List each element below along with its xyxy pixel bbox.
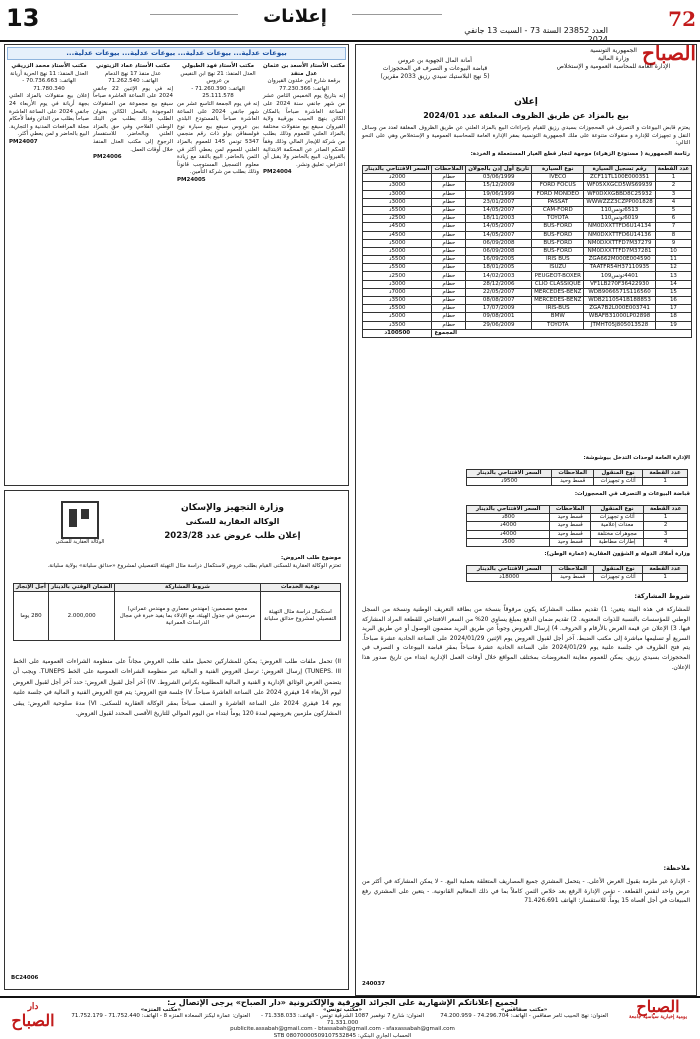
- gov-line: الإدارة العامة للمحاسبة العمومية و الإستخلاص: [536, 63, 691, 71]
- table-row: [363, 198, 692, 206]
- table-cell: 3000د: [363, 280, 432, 288]
- footer-contact: [70, 1000, 615, 1039]
- column-header: الملاحظات: [552, 470, 593, 478]
- table-cell: TOYOTA: [532, 321, 584, 329]
- table-cell: ZGA662M000E004590: [584, 256, 655, 264]
- table-cell: 5500د: [363, 256, 432, 264]
- table-cell: 15/12/2009: [466, 182, 532, 190]
- tender-ad: [4, 490, 349, 990]
- logo-bar: [81, 509, 89, 519]
- table-cell: 28/12/2006: [466, 280, 532, 288]
- table-cell: 1: [643, 478, 688, 486]
- table-cell: 800د: [467, 514, 550, 522]
- table-row: [467, 574, 688, 582]
- table-cell: IRIS BUS: [532, 256, 584, 264]
- notary-name: مكتب الأستاذ محمد الزريقي: [9, 63, 89, 71]
- table-cell: 7000د: [363, 288, 432, 296]
- table-cell: 14/02/2003: [466, 272, 532, 280]
- notary-phone: الهاتف: 71.260.390 - 25.111.578: [177, 86, 259, 101]
- table-cell: CLIO CLASSIQUE: [532, 280, 584, 288]
- ministry-name: وزارة التجهيز والإسكان: [125, 503, 340, 513]
- notary-address: العدل المنفذ: 21 نهج ابن النفيس بن عروس: [177, 71, 259, 86]
- footer-logo-left: [2, 1000, 64, 1028]
- notes-title: ملاحظة:: [362, 865, 690, 873]
- table-cell: IRIS-BUS: [532, 305, 584, 313]
- table-cell: 6513تونس110: [584, 206, 655, 214]
- header-rule-right: [352, 14, 442, 15]
- table-cell: 5500د: [363, 305, 432, 313]
- table-cell: 14: [655, 280, 691, 288]
- table-cell: حطام: [432, 280, 466, 288]
- table-cell: مجوهرات مختلفة: [590, 530, 643, 538]
- table-cell: 4000د: [467, 522, 550, 530]
- table-cell: 5000د: [363, 247, 432, 255]
- table-cell: 29/06/2009: [466, 321, 532, 329]
- table-cell: 11: [655, 256, 691, 264]
- notary-name: مكتب الأستاذ فهد الطبولي: [177, 63, 259, 71]
- table-cell: 6: [655, 215, 691, 223]
- table-row: [363, 280, 692, 288]
- footer-logo-sub: دار: [2, 1000, 64, 1014]
- table-cell: 13: [655, 272, 691, 280]
- table-cell: 2: [655, 182, 691, 190]
- table-cell: 12: [655, 264, 691, 272]
- table-cell: 3: [644, 530, 688, 538]
- table-cell: حطام: [432, 198, 466, 206]
- table-cell: حطام: [432, 174, 466, 182]
- table-cell: استكمال دراسة مثال التهيئة التفصيلي لمشروع حدائق سليانة: [260, 592, 340, 641]
- table-cell: حطام: [432, 247, 466, 255]
- table-row: [363, 190, 692, 198]
- table-cell: BMW: [532, 313, 584, 321]
- table-cell: 8: [655, 231, 691, 239]
- notice-ref: PM24007: [9, 139, 89, 145]
- table-cell: 2000د: [363, 174, 432, 182]
- table-cell: مجمع مصممين: (مهندس معماري و مهندس عمراني) مرسمين في جدول الهيئة، مع الإدلاء بما يفيد خبرة في مجال الدراسات العمرانية: [115, 592, 260, 641]
- table-row: [363, 305, 692, 313]
- table-row: [363, 264, 692, 272]
- table-cell: ISUZU: [532, 264, 584, 272]
- table-cell: 19/06/1999: [466, 190, 532, 198]
- table-cell: معدات إعلامية: [590, 522, 643, 530]
- gov-line: أمانة المال الجهوية بن عروس: [360, 57, 510, 65]
- footer-emails: publicite.assabah@gmail.com - btassabah@gmail.com - sfaxassabah@gmail.com: [70, 1026, 615, 1033]
- table-cell: 18000د: [467, 574, 552, 582]
- table-cell: MERCEDES-BENZ: [532, 288, 584, 296]
- table-cell: 14/05/2007: [466, 206, 532, 214]
- table-cell: BUS-FORD: [532, 247, 584, 255]
- newspaper-logo: [610, 2, 696, 36]
- table-cell: 3000د: [363, 182, 432, 190]
- column-header: الملاحظات: [432, 166, 466, 174]
- table-cell: 3500د: [363, 321, 432, 329]
- conditions-title: شروط المشاركة:: [362, 593, 690, 601]
- footer-logo-name: الصباح: [2, 1014, 64, 1028]
- table-cell: WDB9066571S116560: [584, 288, 655, 296]
- table-cell: 3: [655, 190, 691, 198]
- footer-bank-account: الحساب الجاري البنكي: 08070000509107532845 STB: [70, 1033, 615, 1039]
- column-header: الملاحظات: [550, 506, 591, 514]
- footer-logo-sub: يومية إخبارية سياسية جامعة: [618, 1014, 698, 1020]
- table-cell: BUS-FORD: [532, 239, 584, 247]
- table-cell: 9500د: [467, 478, 552, 486]
- office-tunis: [253, 1007, 433, 1027]
- units-table: [466, 469, 688, 486]
- notice-text: إنه بتاريخ يوم الخميس الثامن عشر من شهر جانفي سنة 2024 على الساعة العاشرة صباحاً بالمكان الكائن بنهج الحبيب بورقيبة ولاية القيروان سيقع بيع منقولات مختلفة بالمزاد العلني للعموم وذلك بطلب من شركة للإيجار المالي وذلك وفقاً للحكم الصادر عن المحكمة الابتدائية بالقيروان. البيع بالحاضر ولا يقبل أي اعتراض. تعليق ونشر.: [263, 93, 345, 169]
- judicial-notice-1: [263, 63, 345, 175]
- column-header: عدد القطعة: [655, 166, 691, 174]
- column-header: الملاحظات: [552, 566, 593, 574]
- notice-ref: PM24005: [177, 177, 259, 183]
- state-domains-table: [466, 565, 688, 582]
- table-cell: 5500د: [363, 264, 432, 272]
- column-header: رقم تسجيل السيارة: [584, 166, 655, 174]
- table-cell: 17/07/2009: [466, 305, 532, 313]
- notary-phone: الهاتف: 77.230.366: [263, 86, 345, 94]
- table-row: [363, 288, 692, 296]
- notary-address: عدل منفذ 17 نهج الدمام: [93, 71, 173, 79]
- table-cell: أثاث و تجهيزات: [590, 514, 643, 522]
- gov-header-right: [536, 47, 691, 71]
- table-cell: قسط وحيد: [550, 530, 591, 538]
- tender-object: تعتزم الوكالة العقارية للسكنى القيام بطلب عروض لاستكمال دراسة مثال التهيئة التفصيلي لمشروع «حدائق سليانة» بولاية سليانة.: [13, 563, 341, 571]
- table-cell: 2.000,000: [48, 592, 114, 641]
- gov-line: الجمهورية التونسية: [536, 47, 691, 55]
- office-address: العنوان: عمارة ليكنز السعادة المنزه 8 - الهاتف: 71.752.440 - 71.752.179: [71, 1013, 251, 1020]
- table-cell: 7: [655, 223, 691, 231]
- gov-line: وزارة المالية: [536, 55, 691, 63]
- section-title: إعلانات: [240, 6, 350, 27]
- table-row: [363, 231, 692, 239]
- agency-logo-text: الوكالة العقارية للسكنى: [35, 539, 125, 547]
- table-cell: WF0DXXGBBD8C25932: [584, 190, 655, 198]
- table-cell: حطام: [432, 321, 466, 329]
- table-cell: 18/01/2005: [466, 264, 532, 272]
- table-row: [467, 478, 688, 486]
- footer-logo-right: [618, 1000, 698, 1028]
- table-cell: حطام: [432, 272, 466, 280]
- table-cell: PASSAT: [532, 198, 584, 206]
- table-cell: WBAFB31000LP02898: [584, 313, 655, 321]
- table-cell: IVECO: [532, 174, 584, 182]
- table-cell: FORD FOCUS: [532, 182, 584, 190]
- table-cell: 4500د: [363, 223, 432, 231]
- judicial-notice-4: [9, 63, 89, 145]
- total-label: المجموع: [432, 329, 692, 337]
- table-cell: WF05XXGCD5WS69939: [584, 182, 655, 190]
- table-cell: قسط وحيد: [552, 478, 593, 486]
- table-cell: BUS-FORD: [532, 231, 584, 239]
- ad-reference: 240037: [362, 981, 385, 987]
- ad-intro: يعتزم قابض البيوعات و التصرف في المحجوزات بسيدي رزيق للقيام بإجراءات البيع بالمزاد العلني عن طريق الظروف المغلقة لعدد من وسائل النقل و تجهيزات للإدارة و منقولات متنوعة على ملك الجمهورية التونسية بمقر الإدارة العامة للمحاسبة العمومية و الإستخلاص وهي على النحو التالي:: [362, 125, 690, 148]
- table-row: [363, 313, 692, 321]
- table-cell: حطام: [432, 206, 466, 214]
- gov-line: (5 نهج البلاستيك سيدي رزيق 2033 مقرين): [360, 73, 510, 81]
- table-cell: 23/01/2007: [466, 198, 532, 206]
- column-header: نوع المنقول: [590, 506, 643, 514]
- table-cell: 5000د: [363, 239, 432, 247]
- column-header: تاريخ أول إذن بالجولان: [466, 166, 532, 174]
- logo-bar: [69, 509, 77, 527]
- table-cell: 14/05/2007: [466, 223, 532, 231]
- table-cell: 2500د: [363, 215, 432, 223]
- column-header: السعر الافتتاحي بالدينار: [467, 470, 552, 478]
- table-cell: ZGA7B2L000E003741: [584, 305, 655, 313]
- table-cell: حطام: [432, 239, 466, 247]
- notary-phone: الهاتف: 70.736.663 - 71.780.340: [9, 78, 89, 93]
- table-cell: WDB2110541B188853: [584, 297, 655, 305]
- table-cell: MERCEDES-BENZ: [532, 297, 584, 305]
- column-header: عدد القطعة: [644, 506, 688, 514]
- table-cell: 4500د: [363, 231, 432, 239]
- office-name: «مكتب صفاقس»: [434, 1007, 614, 1014]
- table-cell: BUS-FORD: [532, 223, 584, 231]
- table-cell: 9: [655, 239, 691, 247]
- table-cell: ZCF11TL100E000351: [584, 174, 655, 182]
- notary-address: برقعة شارع ابن خلدون القيروان: [263, 78, 345, 86]
- table-cell: 2500د: [363, 272, 432, 280]
- notice-text: إنه في يوم الجمعة التاسع عشر من شهر جانفي 2024 على الساعة العاشرة صباحاً بالمستودع البلدي ببن عروس سيقع بيع سيارة نوع فولسفاقن بولو ذات رقم منجمي 5347 تونس 145 للعموم بالمزاد العلني للعموم لمن يعطي أكثر في الثمن بالحاضر. البيع بالنقد مع زيادة معلوم التسجيل المستوجب قانوناً وذلك بطلب من شركة التأمين.: [177, 101, 259, 177]
- notice-text: إنه في يوم الإثنين 22 جانفي 2024 على الساعة العاشرة صباحاً سيقع بيع مجموعة من المنقولات الموجودة بالمحل الكائن بعنوان الطلب وذلك بطلب من البنك الوطني الفلاحي وفي حق بالمزاد العلني وبالحاضر. للاستفسار الرجوع إلى مكتب العدل المنفذ خلال أوقات العمل.: [93, 86, 173, 154]
- table-cell: 14/05/2007: [466, 231, 532, 239]
- column-header: أجل الإنجاز: [14, 584, 49, 592]
- judicial-notice-2: [177, 63, 259, 183]
- table-cell: 5: [655, 206, 691, 214]
- table-cell: 09/08/2001: [466, 313, 532, 321]
- logo-text: الصباح: [642, 41, 696, 65]
- gov-header-left: [360, 57, 510, 81]
- notary-name: مكتب الأستاذ الأسعد بن عثمان عدل منفذ: [263, 63, 345, 78]
- issue-info: العدد 23852 السنة 73 - السبت 13 جانفي 2024: [448, 26, 608, 44]
- table-cell: أثاث و تجهيزات: [593, 478, 642, 486]
- table-cell: 03/06/1999: [466, 174, 532, 182]
- column-header: عدد القطعة: [643, 566, 688, 574]
- agency-logo: [61, 501, 99, 539]
- notary-address: العدل المنفذ: 11 نهج الحرية أريانة: [9, 71, 89, 79]
- column-header: نوعية الخدمات: [260, 584, 340, 592]
- table-cell: 4401تونس109: [584, 272, 655, 280]
- section-presidency: رئاسة الجمهورية ( مستودع الزهراء) موجهة لتجار قطع الغيار المستعملة و الخردة:: [362, 151, 690, 159]
- table-cell: قسط وحيد: [550, 538, 591, 546]
- column-header: نوع المنقول: [593, 470, 642, 478]
- table-cell: أثاث و تجهيزات: [593, 574, 642, 582]
- gov-line: قباضة البيوعات و التصرف في المحجوزات: [360, 65, 510, 73]
- column-header: نوع المنقول: [593, 566, 642, 574]
- table-cell: 280 يوما: [14, 592, 49, 641]
- table-cell: 2: [644, 522, 688, 530]
- footer-title: لجميع إعلاناتكم الإشهارية على الجرائد الورقية والإلكترونية «دار الصباح» يرجى الإتصال بـ:: [70, 1000, 615, 1007]
- notice-ref: PM24004: [263, 169, 345, 175]
- table-cell: 4: [655, 198, 691, 206]
- page-footer: [0, 996, 700, 1030]
- table-cell: 6019تونس110: [584, 215, 655, 223]
- table-row: [363, 174, 692, 182]
- column-header: السعر الافتتاحي بالدينار: [467, 506, 550, 514]
- tender-text: II) تحمل ملفات طلب العروض: يمكن للمشاركين تحميل ملف طلب العروض مجاناً على منظومة الشراءات العمومية على الخط TUNEPS. III) إرسال العروض: ترسل العروض الفنية و المالية عبر منظومة الشراءات العمومية على الخط TUNEPS. ويجب أن يتضمن العرض الوثائق الإدارية و الفنية و المالية المطلوبة بكراس الشروط. IV) آخر أجل لقبول العروض: حدد آخر أجل لقبول العروض ليوم الأربعاء 14 فيفري 2024 على الساعة العاشرة صباحاً. V) جلسة فتح العروض: يتم فتح العروض الفنية و المالية في جلسة علنية يوم 14 فيفري 2024 على الساعة العاشرة و النصف صباحاً بمقر الوكالة العقارية للسكنى. VI) مدة صلوحية العروض: يبقى المشاركون ملزمين بعروضهم لمدة 120 يوماً ابتداء من اليوم الموالي للتاريخ الأقصى المحدد لقبول العروض.: [13, 657, 341, 719]
- column-header: السعر الافتتاحي بالدينار: [467, 566, 552, 574]
- table-cell: 3000د: [363, 198, 432, 206]
- section-sales-office: قباضة البيوعات و التصرف في المحجوزات:: [362, 491, 690, 499]
- table-cell: حطام: [432, 190, 466, 198]
- notary-phone: الهاتف: 71.262.540: [93, 78, 173, 86]
- table-cell: FORD MONDEO: [532, 190, 584, 198]
- column-header: عدد القطعة: [643, 470, 688, 478]
- table-cell: PEUGEOT-BOXER: [532, 272, 584, 280]
- table-cell: 15: [655, 288, 691, 296]
- table-row: [363, 256, 692, 264]
- table-cell: CAM-FORD: [532, 206, 584, 214]
- notice-ref: PM24006: [93, 154, 173, 160]
- table-row: [363, 297, 692, 305]
- table-cell: NM0DXXTTFD6U14134: [584, 223, 655, 231]
- table-row: [467, 538, 688, 546]
- table-cell: حطام: [432, 264, 466, 272]
- ad-title: إعلان: [356, 97, 696, 107]
- tender-table: [13, 583, 341, 641]
- total-value: 100500د: [363, 329, 432, 337]
- office-name: «مكتب المنزه»: [71, 1007, 251, 1014]
- table-cell: 16/09/2005: [466, 256, 532, 264]
- table-cell: JTMHT05J805013528: [584, 321, 655, 329]
- auction-ad: [355, 44, 697, 996]
- office-address: العنوان: نهج الحبيب ثامر صفاقس - الهاتف: 74.296.704 - 74.200.959: [434, 1013, 614, 1020]
- table-cell: 16: [655, 297, 691, 305]
- column-header: السعر الافتتاحي بالدينار: [363, 166, 432, 174]
- page-header: [0, 0, 700, 42]
- table-cell: WWWZZZ3CZPP001828: [584, 198, 655, 206]
- table-cell: 18: [655, 313, 691, 321]
- left-column: [4, 44, 349, 994]
- table-cell: 10: [655, 247, 691, 255]
- judicial-sales-bar: بيوعات عدلية... بيوعات عدلية... بيوعات عدلية... بيوعات عدلية...: [7, 47, 346, 60]
- tender-title: إعلان طلب عروض عدد 2023/28: [125, 531, 340, 541]
- office-sfax: [434, 1007, 614, 1020]
- table-cell: 4: [644, 538, 688, 546]
- office-address: العنوان: شارع 7 نوفمبر 1087 الشرقية تونس - الهاتف: 71.338.033 - 71.331.000: [253, 1013, 433, 1026]
- table-row: [467, 530, 688, 538]
- table-row: [363, 321, 692, 329]
- table-cell: حطام: [432, 231, 466, 239]
- tender-ref: BC24006: [11, 975, 38, 981]
- judicial-notice-3: [93, 63, 173, 160]
- table-cell: 5500د: [363, 206, 432, 214]
- table-cell: 22/05/2007: [466, 288, 532, 296]
- section-state-domains: وزارة أملاك الدولة و الشؤون العقارية (عمارة الوطن):: [362, 551, 690, 559]
- table-cell: حطام: [432, 288, 466, 296]
- table-cell: 1: [655, 174, 691, 182]
- footer-logo-name: الصباح: [618, 1000, 698, 1014]
- vehicles-table: [362, 165, 692, 338]
- table-cell: 18/11/2003: [466, 215, 532, 223]
- table-cell: 4000د: [467, 530, 550, 538]
- total-row: [363, 329, 692, 337]
- table-cell: 08/08/2007: [466, 297, 532, 305]
- table-cell: 1: [644, 514, 688, 522]
- table-cell: 1: [643, 574, 688, 582]
- table-row: [363, 215, 692, 223]
- table-row: [363, 182, 692, 190]
- table-cell: حطام: [432, 305, 466, 313]
- table-cell: 5000د: [363, 313, 432, 321]
- table-row: [363, 223, 692, 231]
- table-cell: NM0DXXTTFD7M37279: [584, 239, 655, 247]
- column-header: الضمان الوقتي بالدينار: [48, 584, 114, 592]
- table-row: [363, 247, 692, 255]
- logo-number: 72: [668, 7, 696, 31]
- notes-text: - الإدارة غير ملزمة بقبول العرض الأعلى. - يتحمل المشتري جميع المصاريف المتعلقة بعملية البيع. - لا يمكن المشاركة في أكثر من عرض واحد لنفس القطعة. - تؤمن الإدارة الرفع بعد خلاص الثمن كاملاً بما في ذلك المعاليم القانونية. - يتعين على المشتري رفع المبيعات في أجل أقصاه 15 يوماً. للاستفسار: الهاتف 71.426.691: [362, 877, 690, 906]
- table-cell: قسط وحيد: [552, 574, 593, 582]
- table-row: [363, 239, 692, 247]
- table-cell: NM0DXXTTFD6U14136: [584, 231, 655, 239]
- table-cell: TAATFR54H37110935: [584, 264, 655, 272]
- table-cell: 3500د: [363, 297, 432, 305]
- table-cell: حطام: [432, 256, 466, 264]
- notice-text: إعلان بيع منقولات بالمزاد العلني بجهة أريانة في يوم الأربعاء 24 جانفي 2024 على الساعة العاشرة صباحاً بطلب من الدائن وفقاً لأحكام مجلة المرافعات المدنية و التجارية. البيع بالحاضر و لمن يعطي أكثر.: [9, 93, 89, 139]
- table-cell: حطام: [432, 182, 466, 190]
- column-header: شروط المشاركة: [115, 584, 260, 592]
- table-row: [467, 522, 688, 530]
- table-cell: NM0DXXTTFD7M37281: [584, 247, 655, 255]
- judicial-sales-block: [4, 44, 349, 486]
- table-row: [363, 272, 692, 280]
- page-number: 13: [6, 4, 39, 32]
- office-name: «مكتب تونس»: [253, 1007, 433, 1014]
- table-row: [363, 206, 692, 214]
- column-header: نوع السيارة: [532, 166, 584, 174]
- table-cell: VF1LB270F36422930: [584, 280, 655, 288]
- header-rule-left: [150, 14, 238, 15]
- ad-subtitle: بيع بالمزاد عن طريق الظروف المغلقة عدد 2024/01: [356, 111, 696, 120]
- table-cell: 17: [655, 305, 691, 313]
- table-cell: إطارات مطاطية: [590, 538, 643, 546]
- table-cell: قسط وحيد: [550, 514, 591, 522]
- notary-name: مكتب الأستاذ عماد الزيتوني: [93, 63, 173, 71]
- tender-object-label: موضوع طلب العروض:: [13, 555, 341, 563]
- sales-office-table: [466, 505, 688, 547]
- agency-name: الوكالة العقارية للسكنى: [125, 517, 340, 526]
- table-cell: 06/09/2008: [466, 239, 532, 247]
- table-cell: حطام: [432, 215, 466, 223]
- table-cell: TOYOTA: [532, 215, 584, 223]
- table-cell: حطام: [432, 223, 466, 231]
- table-cell: حطام: [432, 297, 466, 305]
- table-cell: 06/09/2008: [466, 247, 532, 255]
- table-cell: 3000د: [363, 190, 432, 198]
- table-cell: حطام: [432, 313, 466, 321]
- office-menzah: [71, 1007, 251, 1020]
- table-cell: 500د: [467, 538, 550, 546]
- table-row: [467, 514, 688, 522]
- table-cell: قسط وحيد: [550, 522, 591, 530]
- conditions-text: للمشاركة في هذه البيتة يتعين: 1) تقديم مطلب المشاركة يكون مرفوقاً بنسخة من بطاقة التعريف الوطنية ونسخة من السجل الوطني للمؤسسات بالنسبة للذوات المعنوية. 2) تقديم ضمان الدفع بمبلغ يساوي 20% من السعر الافتتاحي للقطعة المراد المشاركة فيها. 3) الإعلان عن قيمة العرض بالأرقام و الحروف. 4) إرسال العروض وجوباً عن طريق البريد مضمون الوصول أو عن طريق البريد السريع أو تسليمها مباشرة إلى مكتب الضبط. آخر أجل لقبول العروض يوم الإثنين 2024/01/29 على الساعة الحادية عشرة صباحاً. يتم فتح الظروف في جلسة علنية يوم 2024/01/29 على الساعة الحادية عشرة صباحاً بمقر قباضة البيوعات و التصرف في المحجوزات بسيدي رزيق. يمكن للعموم معاينة المعروضات بمختلف المواقع خلال أوقات العمل الإدارية ابتداء من تاريخ صدور هذا الإعلان.: [362, 605, 690, 672]
- section-intervention-units: الإدارة العامة لوحدات التدخل بيوشوشة:: [362, 455, 690, 463]
- table-cell: 19: [655, 321, 691, 329]
